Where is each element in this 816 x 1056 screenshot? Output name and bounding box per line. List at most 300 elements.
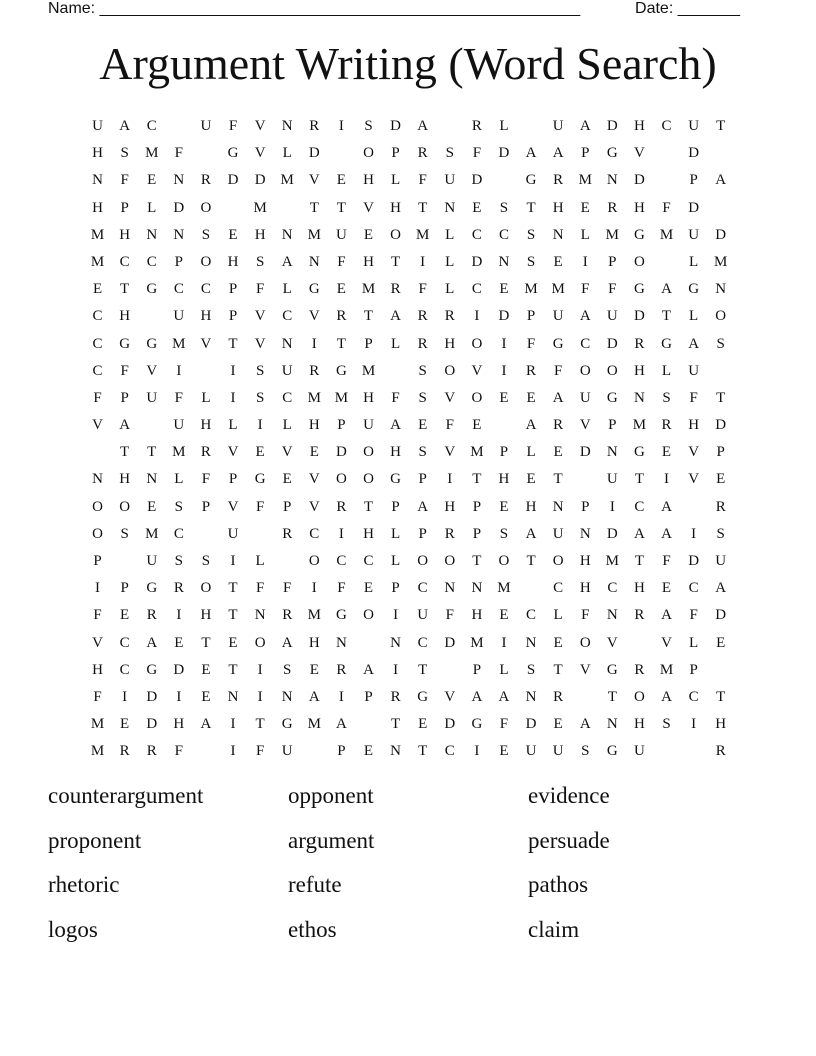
grid-letter[interactable]: L: [390, 525, 401, 542]
grid-letter[interactable]: R: [634, 607, 645, 624]
grid-letter[interactable]: E: [716, 471, 726, 488]
grid-letter[interactable]: G: [227, 145, 239, 162]
grid-letter[interactable]: E: [309, 444, 319, 461]
grid-letter[interactable]: G: [471, 716, 483, 733]
grid-letter[interactable]: V: [579, 661, 591, 678]
grid-letter[interactable]: T: [255, 716, 265, 733]
grid-letter[interactable]: G: [606, 661, 618, 678]
grid-letter[interactable]: N: [552, 498, 564, 515]
grid-letter[interactable]: E: [553, 716, 563, 733]
grid-letter[interactable]: L: [201, 389, 211, 406]
grid-letter[interactable]: L: [661, 362, 672, 379]
grid-letter[interactable]: E: [147, 498, 157, 515]
grid-letter[interactable]: R: [336, 498, 347, 515]
grid-letter[interactable]: L: [499, 661, 509, 678]
grid-letter[interactable]: R: [119, 743, 130, 760]
grid-letter[interactable]: I: [393, 661, 399, 678]
grid-letter[interactable]: P: [499, 444, 509, 461]
grid-letter[interactable]: V: [254, 335, 266, 352]
grid-letter[interactable]: A: [200, 716, 212, 733]
grid-letter[interactable]: D: [254, 172, 266, 189]
grid-letter[interactable]: L: [390, 553, 401, 569]
grid-letter[interactable]: N: [281, 118, 293, 134]
grid-letter[interactable]: M: [497, 580, 511, 597]
grid-letter[interactable]: D: [227, 172, 239, 189]
grid-letter[interactable]: A: [417, 118, 429, 134]
grid-letter[interactable]: M: [145, 525, 159, 542]
grid-letter[interactable]: V: [281, 444, 293, 461]
grid-letter[interactable]: L: [445, 226, 455, 243]
grid-letter[interactable]: E: [716, 634, 726, 651]
grid-letter[interactable]: I: [447, 471, 453, 488]
grid-letter[interactable]: T: [634, 553, 644, 569]
grid-letter[interactable]: E: [201, 688, 211, 705]
grid-letter[interactable]: D: [146, 688, 158, 705]
grid-letter[interactable]: V: [688, 471, 700, 488]
grid-letter[interactable]: S: [499, 525, 509, 542]
grid-letter[interactable]: O: [335, 471, 347, 488]
grid-letter[interactable]: I: [122, 688, 128, 705]
grid-letter[interactable]: L: [689, 253, 699, 270]
grid-letter[interactable]: U: [173, 417, 185, 434]
grid-letter[interactable]: E: [499, 281, 509, 298]
grid-letter[interactable]: C: [498, 226, 509, 243]
grid-letter[interactable]: U: [606, 308, 618, 325]
grid-letter[interactable]: T: [120, 444, 130, 461]
grid-letter[interactable]: A: [579, 118, 591, 134]
grid-letter[interactable]: D: [390, 118, 401, 134]
grid-letter[interactable]: [653, 249, 680, 276]
grid-letter[interactable]: R: [309, 362, 320, 379]
grid-letter[interactable]: U: [552, 118, 564, 134]
grid-letter[interactable]: S: [716, 335, 725, 352]
grid-letter[interactable]: O: [444, 553, 456, 569]
grid-letter[interactable]: G: [606, 145, 618, 162]
grid-letter[interactable]: M: [145, 145, 159, 162]
grid-letter[interactable]: F: [662, 199, 671, 216]
grid-letter[interactable]: E: [472, 417, 482, 434]
grid-letter[interactable]: D: [715, 226, 727, 243]
grid-letter[interactable]: F: [418, 172, 427, 189]
grid-letter[interactable]: [653, 167, 680, 194]
grid-letter[interactable]: A: [281, 634, 293, 651]
grid-letter[interactable]: R: [553, 688, 564, 705]
grid-letter[interactable]: N: [525, 634, 537, 651]
grid-letter[interactable]: V: [634, 145, 645, 162]
grid-letter[interactable]: U: [200, 118, 212, 134]
grid-letter[interactable]: U: [363, 417, 374, 434]
grid-letter[interactable]: H: [173, 716, 185, 733]
grid-letter[interactable]: G: [634, 226, 645, 243]
grid-letter[interactable]: R: [553, 172, 564, 189]
grid-letter[interactable]: A: [634, 525, 645, 542]
grid-letter[interactable]: F: [120, 172, 129, 189]
grid-letter[interactable]: N: [390, 634, 401, 651]
grid-letter[interactable]: R: [146, 743, 157, 760]
grid-letter[interactable]: D: [579, 444, 591, 461]
grid-letter[interactable]: M: [361, 362, 376, 379]
grid-letter[interactable]: A: [661, 525, 672, 542]
grid-letter[interactable]: S: [499, 199, 509, 216]
grid-letter[interactable]: H: [200, 308, 212, 325]
grid-letter[interactable]: P: [337, 417, 346, 434]
grid-letter[interactable]: R: [200, 172, 211, 189]
grid-letter[interactable]: E: [661, 580, 672, 597]
grid-letter[interactable]: P: [391, 580, 400, 597]
grid-letter[interactable]: [192, 738, 219, 765]
grid-letter[interactable]: H: [254, 226, 266, 243]
grid-letter[interactable]: D: [634, 308, 645, 325]
grid-letter[interactable]: R: [200, 444, 211, 461]
grid-letter[interactable]: A: [552, 389, 564, 406]
grid-letter[interactable]: T: [526, 553, 536, 569]
grid-letter[interactable]: P: [608, 253, 617, 270]
grid-letter[interactable]: [518, 575, 545, 602]
grid-letter[interactable]: [518, 113, 545, 140]
grid-letter[interactable]: S: [418, 389, 427, 406]
grid-letter[interactable]: E: [553, 253, 563, 270]
grid-letter[interactable]: R: [634, 661, 645, 678]
grid-letter[interactable]: O: [444, 362, 456, 379]
grid-letter[interactable]: G: [634, 444, 645, 461]
grid-letter[interactable]: M: [280, 172, 294, 189]
grid-letter[interactable]: C: [282, 308, 293, 325]
grid-letter[interactable]: V: [606, 634, 618, 651]
grid-letter[interactable]: C: [471, 226, 482, 243]
grid-letter[interactable]: V: [92, 634, 103, 651]
grid-letter[interactable]: V: [254, 308, 266, 325]
grid-letter[interactable]: E: [472, 199, 482, 216]
grid-letter[interactable]: F: [337, 580, 346, 597]
grid-letter[interactable]: H: [363, 172, 374, 189]
grid-letter[interactable]: U: [335, 226, 347, 243]
grid-letter[interactable]: C: [200, 281, 211, 298]
grid-letter[interactable]: [247, 521, 274, 548]
grid-letter[interactable]: E: [255, 444, 265, 461]
grid-letter[interactable]: A: [661, 688, 672, 705]
grid-letter[interactable]: M: [90, 226, 105, 243]
grid-letter[interactable]: H: [688, 417, 700, 434]
grid-letter[interactable]: G: [308, 281, 320, 298]
grid-letter[interactable]: A: [579, 308, 591, 325]
grid-letter[interactable]: I: [474, 743, 480, 760]
grid-letter[interactable]: C: [688, 688, 699, 705]
grid-letter[interactable]: F: [499, 716, 509, 733]
grid-letter[interactable]: H: [119, 471, 131, 488]
grid-letter[interactable]: S: [255, 362, 265, 379]
grid-letter[interactable]: M: [361, 281, 376, 298]
grid-letter[interactable]: O: [498, 553, 510, 569]
grid-letter[interactable]: A: [498, 688, 510, 705]
grid-letter[interactable]: H: [119, 308, 131, 325]
grid-letter[interactable]: E: [499, 607, 509, 624]
grid-letter[interactable]: P: [472, 498, 482, 515]
grid-letter[interactable]: N: [606, 172, 618, 189]
grid-letter[interactable]: P: [228, 471, 238, 488]
grid-letter[interactable]: N: [227, 688, 239, 705]
grid-letter[interactable]: D: [688, 553, 700, 569]
grid-letter[interactable]: N: [308, 253, 320, 270]
grid-letter[interactable]: F: [93, 389, 102, 406]
grid-letter[interactable]: A: [688, 335, 700, 352]
grid-letter[interactable]: C: [146, 253, 157, 270]
grid-letter[interactable]: [274, 195, 301, 222]
grid-letter[interactable]: C: [553, 580, 564, 597]
grid-letter[interactable]: S: [418, 444, 427, 461]
grid-letter[interactable]: P: [526, 308, 536, 325]
grid-letter[interactable]: I: [338, 525, 344, 542]
grid-letter[interactable]: S: [174, 498, 183, 515]
grid-letter[interactable]: H: [119, 226, 131, 243]
grid-letter[interactable]: T: [201, 634, 211, 651]
grid-letter[interactable]: S: [526, 253, 536, 270]
grid-letter[interactable]: D: [173, 661, 185, 678]
grid-letter[interactable]: D: [498, 145, 510, 162]
grid-letter[interactable]: V: [254, 145, 266, 162]
grid-letter[interactable]: [192, 358, 219, 385]
grid-letter[interactable]: V: [579, 417, 591, 434]
grid-letter[interactable]: I: [230, 362, 236, 379]
grid-letter[interactable]: G: [335, 362, 347, 379]
grid-letter[interactable]: C: [282, 389, 293, 406]
date-field[interactable]: Date: _______: [635, 0, 740, 17]
grid-letter[interactable]: N: [92, 172, 103, 189]
grid-letter[interactable]: F: [662, 553, 671, 569]
grid-letter[interactable]: M: [470, 634, 484, 651]
grid-letter[interactable]: F: [526, 335, 536, 352]
grid-letter[interactable]: [572, 466, 599, 493]
grid-letter[interactable]: E: [336, 281, 346, 298]
grid-letter[interactable]: F: [391, 389, 400, 406]
grid-letter[interactable]: P: [120, 389, 129, 406]
grid-letter[interactable]: G: [146, 661, 158, 678]
grid-letter[interactable]: S: [201, 226, 211, 243]
grid-letter[interactable]: M: [172, 444, 186, 461]
grid-letter[interactable]: C: [119, 634, 130, 651]
grid-letter[interactable]: R: [715, 498, 726, 515]
grid-letter[interactable]: H: [634, 362, 645, 379]
grid-letter[interactable]: D: [444, 716, 456, 733]
grid-letter[interactable]: I: [501, 362, 507, 379]
grid-letter[interactable]: H: [92, 145, 103, 162]
grid-letter[interactable]: S: [526, 661, 536, 678]
grid-letter[interactable]: P: [608, 417, 617, 434]
grid-letter[interactable]: L: [174, 471, 184, 488]
grid-letter[interactable]: E: [174, 634, 184, 651]
grid-letter[interactable]: N: [579, 525, 591, 542]
name-field[interactable]: Name: ______________________________________________________: [48, 0, 581, 17]
grid-letter[interactable]: G: [525, 172, 537, 189]
grid-letter[interactable]: P: [228, 281, 238, 298]
grid-letter[interactable]: E: [309, 661, 319, 678]
grid-letter[interactable]: U: [92, 118, 103, 134]
grid-letter[interactable]: A: [715, 580, 727, 597]
grid-letter[interactable]: O: [363, 145, 374, 162]
grid-letter[interactable]: A: [335, 716, 347, 733]
grid-letter[interactable]: I: [311, 580, 317, 597]
grid-letter[interactable]: I: [609, 498, 615, 515]
grid-letter[interactable]: [572, 684, 599, 711]
grid-letter[interactable]: E: [553, 444, 563, 461]
grid-letter[interactable]: C: [119, 661, 130, 678]
grid-letter[interactable]: A: [308, 688, 320, 705]
grid-letter[interactable]: D: [471, 172, 483, 189]
grid-letter[interactable]: E: [363, 226, 374, 243]
grid-letter[interactable]: H: [363, 525, 374, 542]
grid-letter[interactable]: M: [470, 444, 484, 461]
grid-letter[interactable]: [84, 439, 111, 466]
grid-letter[interactable]: I: [230, 389, 236, 406]
grid-letter[interactable]: M: [90, 716, 105, 733]
grid-letter[interactable]: H: [634, 118, 645, 134]
grid-letter[interactable]: T: [336, 335, 346, 352]
grid-letter[interactable]: F: [581, 281, 590, 298]
grid-letter[interactable]: E: [228, 634, 238, 651]
grid-letter[interactable]: H: [471, 607, 483, 624]
grid-letter[interactable]: C: [92, 335, 103, 352]
grid-letter[interactable]: A: [525, 525, 537, 542]
grid-letter[interactable]: R: [309, 118, 320, 134]
grid-letter[interactable]: U: [634, 743, 645, 760]
grid-letter[interactable]: T: [418, 199, 428, 216]
grid-letter[interactable]: [192, 140, 219, 167]
grid-letter[interactable]: S: [120, 145, 129, 162]
grid-letter[interactable]: H: [634, 580, 645, 597]
grid-letter[interactable]: V: [227, 444, 239, 461]
grid-letter[interactable]: T: [390, 253, 401, 270]
grid-letter[interactable]: M: [307, 607, 321, 624]
grid-letter[interactable]: H: [634, 199, 645, 216]
grid-letter[interactable]: T: [716, 118, 726, 134]
grid-letter[interactable]: G: [146, 335, 158, 352]
grid-letter[interactable]: D: [525, 716, 537, 733]
grid-letter[interactable]: V: [661, 634, 672, 651]
grid-letter[interactable]: M: [605, 553, 619, 569]
grid-letter[interactable]: C: [92, 362, 103, 379]
grid-letter[interactable]: O: [200, 253, 212, 270]
grid-letter[interactable]: O: [308, 553, 320, 569]
grid-letter[interactable]: U: [444, 172, 456, 189]
grid-letter[interactable]: C: [471, 281, 482, 298]
grid-letter[interactable]: M: [172, 335, 186, 352]
grid-letter[interactable]: H: [634, 716, 645, 733]
grid-letter[interactable]: D: [606, 118, 618, 134]
grid-letter[interactable]: G: [335, 607, 347, 624]
grid-letter[interactable]: A: [390, 417, 401, 434]
grid-letter[interactable]: U: [552, 743, 564, 760]
grid-letter[interactable]: N: [146, 471, 158, 488]
grid-letter[interactable]: T: [634, 471, 644, 488]
grid-letter[interactable]: E: [120, 607, 130, 624]
grid-letter[interactable]: M: [253, 199, 267, 216]
grid-letter[interactable]: V: [254, 118, 266, 134]
grid-letter[interactable]: F: [337, 253, 346, 270]
grid-letter[interactable]: L: [390, 172, 401, 189]
grid-letter[interactable]: T: [716, 389, 726, 406]
grid-letter[interactable]: I: [501, 634, 507, 651]
grid-letter[interactable]: M: [90, 743, 105, 760]
grid-letter[interactable]: F: [93, 607, 102, 624]
grid-letter[interactable]: G: [417, 688, 429, 705]
grid-letter[interactable]: S: [255, 253, 265, 270]
grid-letter[interactable]: U: [688, 118, 700, 134]
grid-letter[interactable]: [626, 630, 653, 657]
grid-letter[interactable]: E: [120, 716, 130, 733]
grid-letter[interactable]: I: [338, 688, 344, 705]
grid-letter[interactable]: A: [119, 417, 131, 434]
grid-letter[interactable]: S: [662, 389, 671, 406]
grid-letter[interactable]: N: [281, 226, 293, 243]
grid-letter[interactable]: I: [420, 253, 426, 270]
grid-letter[interactable]: H: [498, 471, 510, 488]
grid-letter[interactable]: S: [526, 226, 536, 243]
grid-letter[interactable]: H: [227, 253, 239, 270]
grid-letter[interactable]: H: [92, 661, 103, 678]
grid-letter[interactable]: O: [254, 634, 266, 651]
grid-letter[interactable]: R: [390, 688, 401, 705]
grid-letter[interactable]: D: [146, 716, 158, 733]
grid-letter[interactable]: R: [336, 308, 347, 325]
grid-letter[interactable]: [490, 167, 517, 194]
grid-letter[interactable]: N: [92, 471, 103, 488]
grid-letter[interactable]: H: [200, 417, 212, 434]
grid-letter[interactable]: V: [444, 688, 456, 705]
grid-letter[interactable]: A: [525, 417, 537, 434]
grid-letter[interactable]: P: [337, 743, 346, 760]
grid-letter[interactable]: F: [581, 607, 590, 624]
grid-letter[interactable]: I: [311, 335, 317, 352]
grid-letter[interactable]: H: [308, 634, 320, 651]
grid-letter[interactable]: H: [200, 607, 212, 624]
grid-letter[interactable]: N: [471, 580, 483, 597]
grid-letter[interactable]: S: [201, 553, 211, 569]
grid-letter[interactable]: L: [445, 253, 455, 270]
grid-letter[interactable]: O: [579, 634, 591, 651]
grid-letter[interactable]: N: [606, 716, 618, 733]
grid-letter[interactable]: C: [417, 580, 428, 597]
grid-letter[interactable]: I: [474, 308, 480, 325]
grid-letter[interactable]: R: [715, 743, 726, 760]
grid-letter[interactable]: A: [417, 498, 429, 515]
grid-letter[interactable]: G: [688, 281, 700, 298]
grid-letter[interactable]: O: [363, 471, 374, 488]
grid-letter[interactable]: H: [715, 716, 727, 733]
grid-letter[interactable]: O: [606, 362, 618, 379]
grid-letter[interactable]: O: [552, 553, 564, 569]
grid-letter[interactable]: [301, 738, 328, 765]
grid-letter[interactable]: F: [255, 743, 265, 760]
grid-letter[interactable]: N: [444, 580, 456, 597]
grid-letter[interactable]: I: [393, 607, 399, 624]
grid-letter[interactable]: P: [364, 688, 373, 705]
grid-letter[interactable]: G: [146, 281, 158, 298]
grid-letter[interactable]: T: [472, 553, 482, 569]
grid-letter[interactable]: M: [578, 172, 592, 189]
grid-letter[interactable]: N: [498, 253, 510, 270]
grid-letter[interactable]: F: [418, 281, 427, 298]
grid-letter[interactable]: R: [417, 145, 428, 162]
grid-letter[interactable]: P: [581, 145, 590, 162]
grid-letter[interactable]: M: [551, 281, 565, 298]
grid-letter[interactable]: L: [499, 118, 509, 134]
grid-letter[interactable]: F: [608, 281, 617, 298]
grid-letter[interactable]: L: [390, 335, 401, 352]
grid-letter[interactable]: R: [634, 335, 645, 352]
grid-letter[interactable]: N: [146, 226, 158, 243]
grid-letter[interactable]: H: [444, 498, 456, 515]
grid-letter[interactable]: F: [120, 362, 129, 379]
grid-letter[interactable]: O: [417, 553, 429, 569]
